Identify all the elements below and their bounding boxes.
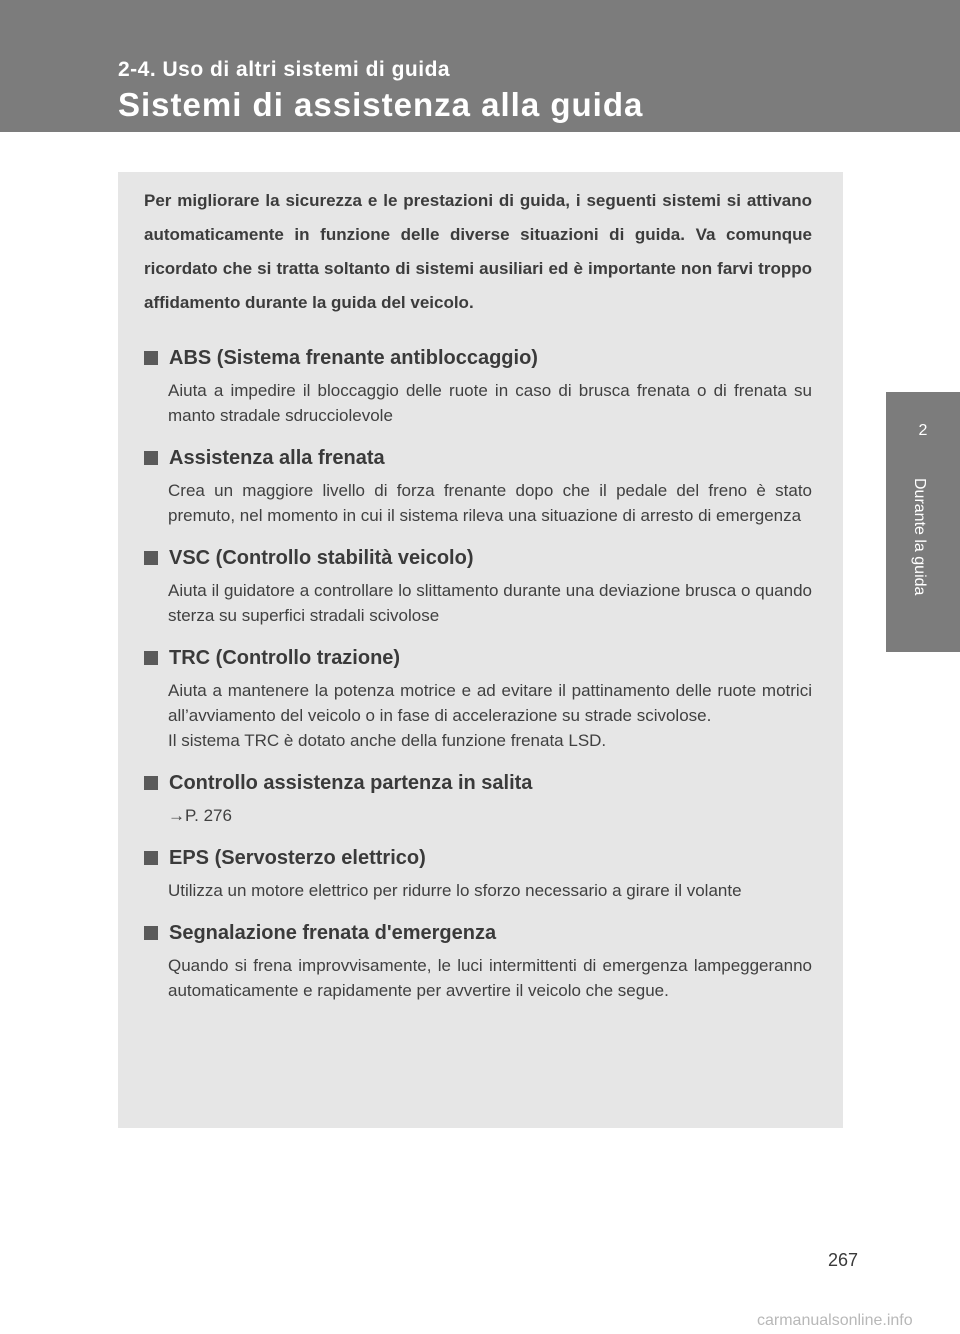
feature-item (144, 919, 812, 1003)
chapter-number: 2 (918, 422, 928, 439)
feature-heading (144, 444, 812, 472)
feature-body: Aiuta il guidatore a controllare lo slittamento durante una deviazione brusca o quando sterza su superfici stradali scivolose (168, 581, 812, 625)
feature-heading (144, 919, 812, 947)
feature-item (144, 644, 812, 753)
feature-heading (144, 344, 812, 372)
feature-item (144, 444, 812, 528)
feature-item (144, 769, 812, 828)
feature-heading-text: ABS (Sistema frenante antibloccaggio) (169, 346, 538, 369)
chapter-tab (886, 392, 960, 652)
feature-list (144, 344, 812, 1003)
feature-item (144, 344, 812, 428)
section-label: 2-4. Uso di altri sistemi di guida (118, 58, 451, 81)
intro-paragraph: Per migliorare la sicurezza e le prestazioni di guida, i seguenti sistemi si attivano automaticamente in funzione delle diverse situazioni di guida. Va comunque ricordato che si tratta soltanto di sistemi ausiliari ed è importante non farvi troppo affidamento durante la guida del veicolo. (144, 191, 812, 312)
watermark: carmanualsonline.info (757, 1312, 913, 1329)
feature-heading-text: VSC (Controllo stabilità veicolo) (169, 546, 474, 569)
page-title: Sistemi di assistenza alla guida (118, 86, 644, 123)
feature-body-note: Il sistema TRC è dotato anche della funzione frenata LSD. (168, 731, 607, 750)
square-bullet-icon (144, 851, 158, 865)
square-bullet-icon (144, 451, 158, 465)
feature-heading-text: TRC (Controllo trazione) (169, 646, 401, 669)
square-bullet-icon (144, 776, 158, 790)
square-bullet-icon (144, 351, 158, 365)
feature-item (144, 544, 812, 628)
square-bullet-icon (144, 926, 158, 940)
feature-heading (144, 769, 812, 797)
square-bullet-icon (144, 551, 158, 565)
page-number: 267 (828, 1250, 859, 1270)
feature-heading-text: Controllo assistenza partenza in salita (169, 771, 533, 794)
feature-item (144, 844, 812, 903)
feature-heading-text: Segnalazione frenata d'emergenza (169, 921, 497, 944)
feature-body: Utilizza un motore elettrico per ridurre lo sforzo necessario a girare il volante (168, 881, 742, 900)
page-header (0, 0, 960, 132)
content-box (118, 172, 843, 1128)
feature-body: Crea un maggiore livello di forza frenante dopo che il pedale del freno è stato premuto, nel momento in cui il sistema rileva una situazione di arresto di emergenza (168, 481, 812, 525)
chapter-label: Durante la guida (911, 478, 928, 596)
feature-body: Quando si frena improvvisamente, le luci intermittenti di emergenza lampeggeranno automaticamente e rapidamente per avvertire il veicolo che segue. (168, 956, 812, 1000)
feature-heading (144, 844, 812, 872)
square-bullet-icon (144, 651, 158, 665)
feature-body: Aiuta a mantenere la potenza motrice e ad evitare il pattinamento delle ruote motrici all’avviamento del veicolo o in fase di accelerazione su strade scivolose. (168, 681, 812, 725)
feature-body: Aiuta a impedire il bloccaggio delle ruote in caso di brusca frenata o di frenata su manto stradale sdrucciolevole (168, 381, 812, 425)
feature-heading (144, 644, 812, 672)
feature-heading (144, 544, 812, 572)
feature-heading-text: EPS (Servosterzo elettrico) (169, 846, 426, 869)
feature-heading-text: Assistenza alla frenata (169, 446, 385, 469)
page-reference-link[interactable]: →P. 276 (168, 806, 232, 825)
